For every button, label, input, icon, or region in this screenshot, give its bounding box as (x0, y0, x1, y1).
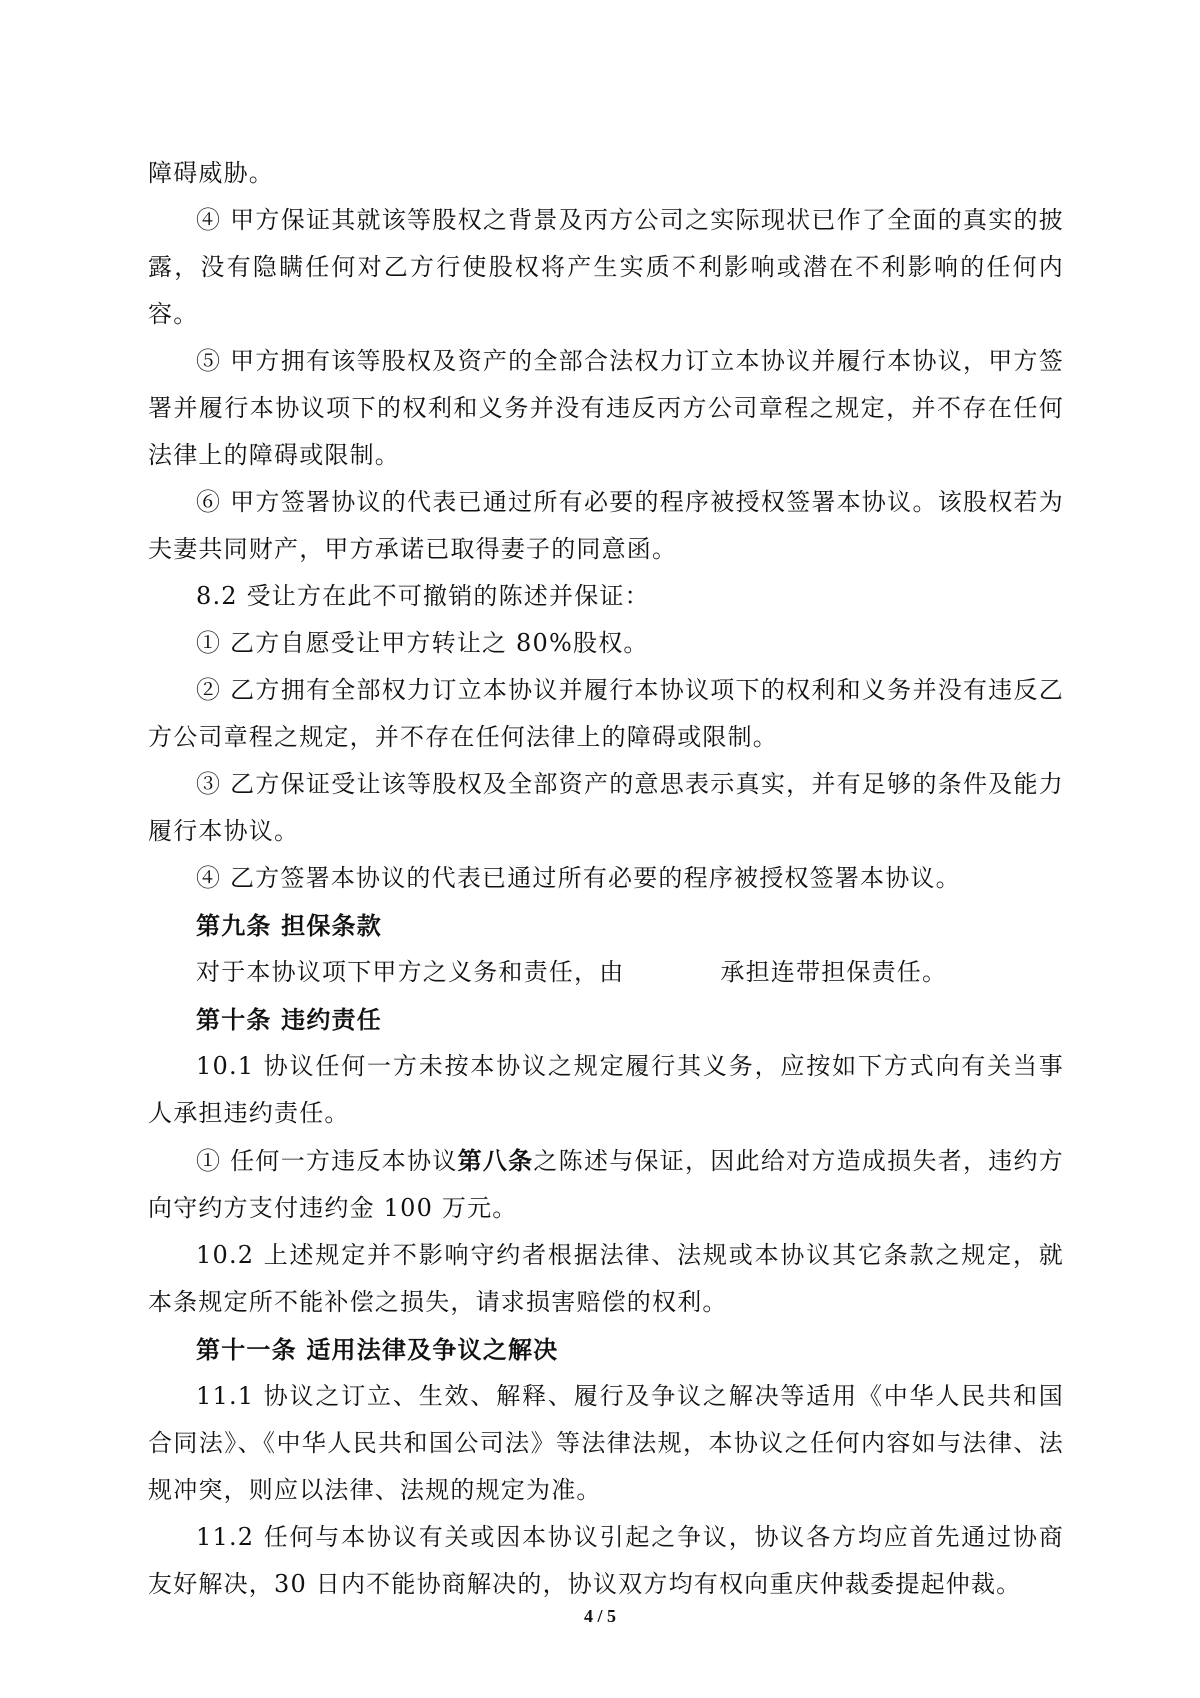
paragraph-buyer-warranty-3: ③ 乙方保证受让该等股权及全部资产的意思表示真实，并有足够的条件及能力履行本协议。 (148, 770, 1064, 845)
article-9-guarantee-text (148, 949, 1064, 996)
document-body (148, 150, 1064, 1608)
breach-text-before: ① 任何一方违反本协议 (196, 1147, 458, 1175)
paragraph-buyer-warranty-1: ① 乙方自愿受让甲方转让之 80%股权。 (196, 629, 649, 657)
article-8-reference: 第八条 (457, 1146, 534, 1175)
paragraph-clause-11-1: 11.1 协议之订立、生效、解释、履行及争议之解决等适用《中华人民共和国合同法》、《中华人民共和国公司法》等法律法规，本协议之任何内容如与法律、法规冲突，则应以法律、法规的规定为准。 (148, 1382, 1064, 1504)
paragraph-clause-10-1: 10.1 协议任何一方未按本协议之规定履行其义务，应按如下方式向有关当事人承担违约责任。 (148, 1052, 1064, 1127)
breach-text-after: 之陈述与保证，因此给对方造成损失者，违约方向守约方支付违约金 100 万元。 (148, 1147, 1064, 1222)
paragraph-seller-warranty-4: ④ 甲方保证其就该等股权之背景及丙方公司之实际现状已作了全面的真实的披露，没有隐瞒任何对乙方行使股权将产生实质不利影响或潜在不利影响的任何内容。 (148, 206, 1064, 328)
guarantee-text-before: 对于本协议项下甲方之义务和责任，由 (196, 958, 625, 986)
article-9-heading: 第九条 担保条款 (196, 911, 382, 940)
paragraph-clause-11-2: 11.2 任何与本协议有关或因本协议引起之争议，协议各方均应首先通过协商友好解决，30 日内不能协商解决的，协议双方均有权向重庆仲裁委提起仲裁。 (148, 1523, 1064, 1598)
paragraph-buyer-warranty-2: ② 乙方拥有全部权力订立本协议并履行本协议项下的权利和义务并没有违反乙方公司章程之规定，并不存在任何法律上的障碍或限制。 (148, 676, 1064, 751)
paragraph-buyer-warranty-4: ④ 乙方签署本协议的代表已通过所有必要的程序被授权签署本协议。 (196, 864, 961, 892)
paragraph-clause-8-2: 8.2 受让方在此不可撤销的陈述并保证： (196, 582, 650, 610)
paragraph-seller-warranty-5: ⑤ 甲方拥有该等股权及资产的全部合法权力订立本协议并履行本协议，甲方签署并履行本协议项下的权利和义务并没有违反丙方公司章程之规定，并不存在任何法律上的障碍或限制。 (148, 347, 1064, 469)
article-11-heading: 第十一条 适用法律及争议之解决 (196, 1335, 559, 1364)
paragraph-continuation: 障碍威胁。 (148, 159, 274, 187)
guarantee-text-after: 承担连带担保责任。 (720, 958, 948, 986)
page-number: 4 / 5 (583, 1606, 616, 1626)
paragraph-clause-10-1-item-1 (148, 1137, 1064, 1232)
paragraph-clause-10-2: 10.2 上述规定并不影响守约者根据法律、法规或本协议其它条款之规定，就本条规定所不能补偿之损失，请求损害赔偿的权利。 (148, 1241, 1064, 1316)
article-10-heading: 第十条 违约责任 (196, 1005, 382, 1034)
paragraph-seller-warranty-6: ⑥ 甲方签署协议的代表已通过所有必要的程序被授权签署本协议。该股权若为夫妻共同财产，甲方承诺已取得妻子的同意函。 (148, 488, 1064, 563)
